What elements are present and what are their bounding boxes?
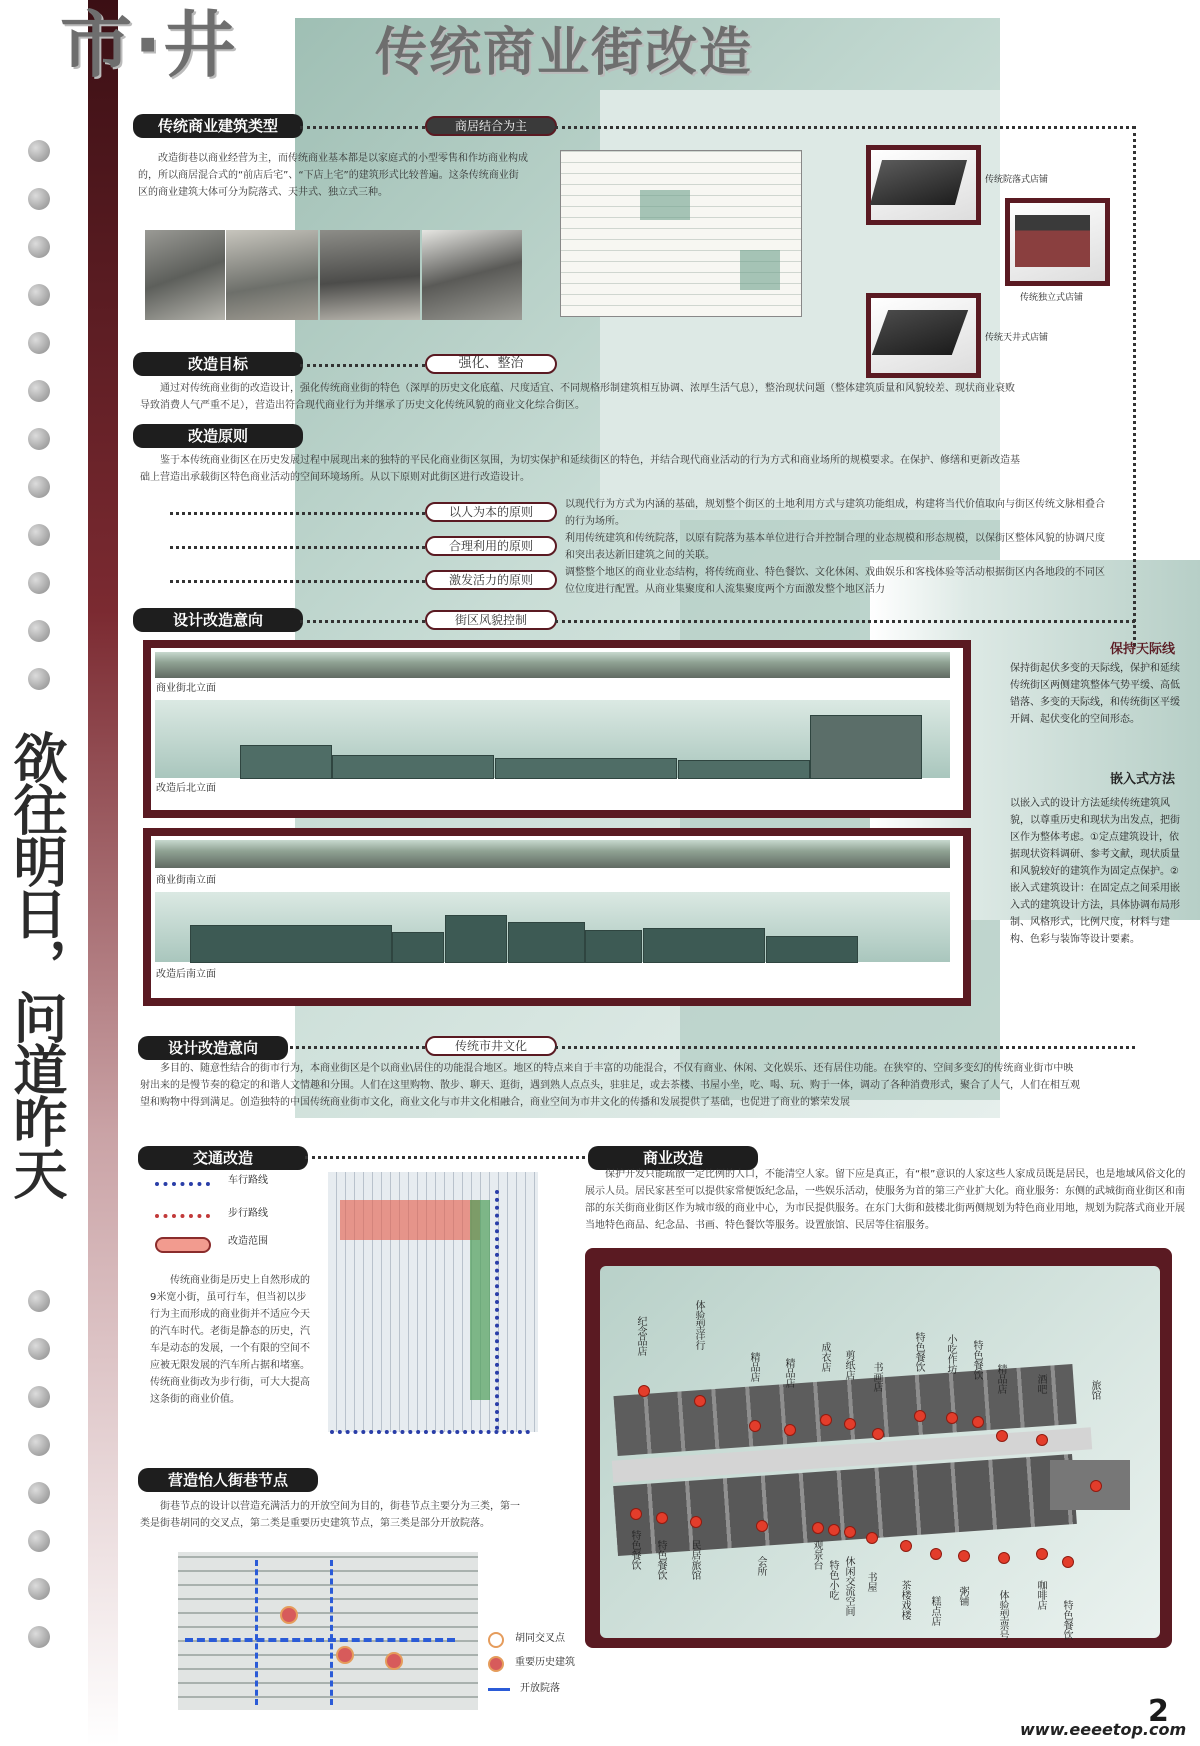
- shop-marker: [866, 1532, 878, 1544]
- elev-building: [332, 755, 494, 779]
- elev-building: [240, 745, 332, 779]
- north-elevation-photo: [155, 652, 950, 678]
- connector-dots: [555, 620, 1135, 623]
- model-independent: [1015, 215, 1090, 267]
- street-photo-2: [226, 230, 318, 320]
- connector-dots: [170, 512, 425, 515]
- connector-dots: [170, 546, 425, 549]
- side-text-skyline: 保持街起伏多变的天际线，保护和延续传统街区两侧建筑整体气势平缓、高低错落、多变的天际线，和传统街区平缓开阔、起伏变化的空间形态。: [1010, 663, 1180, 725]
- section-label-traffic: 交通改造: [138, 1146, 308, 1170]
- watermark: www.eeeetop.com: [1020, 1720, 1187, 1739]
- traffic-map-vehicle-route: [330, 1430, 530, 1434]
- shop-marker: [844, 1418, 856, 1430]
- side-title-embed: 嵌入式方法: [1110, 772, 1176, 787]
- nodes-map-route: [185, 1638, 455, 1642]
- elev-building: [810, 715, 922, 779]
- legend-label-crossing: 胡同交叉点: [515, 1633, 565, 1644]
- section-label-building-types: 传统商业建筑类型: [133, 114, 303, 138]
- decor-circle: [28, 380, 50, 402]
- shop-label: 小吃作坊: [945, 1334, 956, 1374]
- street-photo-3: [320, 230, 420, 320]
- site-plan-map: [560, 150, 802, 317]
- elev-label-south: 商业街南立面: [156, 875, 216, 886]
- shop-marker: [996, 1430, 1008, 1442]
- elev-label-north: 商业街北立面: [156, 683, 216, 694]
- connector-dots: [300, 620, 425, 623]
- shop-label: 酒吧: [1035, 1374, 1046, 1394]
- section-label-design-intent: 设计改造意向: [133, 608, 303, 632]
- connector-dots: [300, 126, 425, 129]
- elev-building: [508, 922, 585, 963]
- legend-label-area: 改造范围: [228, 1236, 268, 1247]
- shop-marker: [1036, 1548, 1048, 1560]
- model-patio: [872, 310, 968, 355]
- connector-dots: [300, 364, 425, 367]
- shop-label: 书画店: [871, 1362, 882, 1392]
- shop-marker: [844, 1526, 856, 1538]
- legend-label-walking: 步行路线: [228, 1208, 268, 1219]
- elev-label-south-after: 改造后南立面: [156, 969, 216, 980]
- pill-principle-people: 以人为本的原则: [425, 502, 557, 522]
- section-label-principles: 改造原则: [133, 424, 303, 448]
- decor-circle: [28, 620, 50, 642]
- connector-dots-vertical: [1133, 126, 1136, 646]
- shop-marker: [749, 1420, 761, 1432]
- elev-building: [585, 930, 642, 963]
- shop-marker: [784, 1424, 796, 1436]
- section1-text: 改造街巷以商业经营为主，而传统商业基本都是以家庭式的小型零售和作坊商业构成的，所以商居混合式的“前店后宅”、“下店上宅”的建筑形式比较普遍。这条传统商业街区的商业建筑大体可分为院落式、天井式、独立式三种。: [138, 153, 528, 198]
- nodes-map-route-v: [255, 1560, 258, 1705]
- shop-marker: [972, 1416, 984, 1428]
- shop-marker: [820, 1414, 832, 1426]
- elev-building: [643, 928, 765, 963]
- shop-marker: [638, 1385, 650, 1397]
- decor-circle: [28, 1434, 50, 1456]
- shop-label: 休闲交流空间: [843, 1556, 854, 1616]
- shop-marker: [872, 1428, 884, 1440]
- elev-building: [766, 936, 858, 963]
- section3-intro: 鉴于本传统商业街区在历史发展过程中展现出来的独特的平民化商业街区氛围，为切实保护和延续街区的特色，并结合现代商业活动的行为方式和商业场所的规模要求。在保护、修缮和更新改造基础上营造出承载街区特色商业活动的空间环境场所。从以下原则对此街区进行改造设计。: [140, 455, 1020, 483]
- elev-building: [392, 932, 444, 963]
- connector-dots: [305, 1156, 585, 1159]
- model-label-courtyard: 传统院落式店铺: [985, 175, 1049, 185]
- decor-circle: [28, 188, 50, 210]
- shop-marker: [1036, 1434, 1048, 1446]
- shop-marker: [828, 1524, 840, 1536]
- shop-marker: [694, 1395, 706, 1407]
- connector-dots: [170, 580, 425, 583]
- elev-building: [190, 925, 392, 963]
- shop-label: 特色餐饮: [913, 1332, 924, 1372]
- shop-label: 书屋: [865, 1572, 876, 1592]
- shop-label: 旅馆: [1089, 1380, 1100, 1400]
- shop-marker: [958, 1550, 970, 1562]
- connector-dots: [290, 1046, 425, 1049]
- pill-streetscape: 街区风貌控制: [425, 610, 557, 630]
- elev-label-north-after: 改造后北立面: [156, 783, 216, 794]
- legend-node-crossing: [488, 1632, 504, 1648]
- traffic-map-green: [470, 1200, 490, 1400]
- legend-open-courtyard: [488, 1688, 510, 1691]
- traffic-text: 传统商业街是历史上自然形成的9米宽小街，虽可行车，但当初以步行为主而形成的商业街并不适应今天的汽车时代。老街是静态的历史，汽车是动态的发展，一个有限的空间不应被无限发展的汽车所占据和堵塞。传统商业街改为步行街，可大大提高这条街的商业价值。: [150, 1275, 310, 1405]
- shop-label: 纪念品店: [635, 1316, 646, 1356]
- section-label-goal: 改造目标: [133, 352, 303, 376]
- decor-circle: [28, 1626, 50, 1648]
- nodes-map-node: [336, 1646, 354, 1664]
- shop-marker: [1090, 1480, 1102, 1492]
- nodes-text: 街巷节点的设计以营造充满活力的开放空间为目的，街巷节点主要分为三类，第一类是街巷胡同的交叉点，第二类是重要历史建筑节点，第三类是部分开放院落。: [140, 1501, 520, 1529]
- shop-label: 体验型洋行: [693, 1300, 704, 1350]
- main-title: 市·井: [60, 3, 238, 87]
- shop-label: 糕点店: [929, 1596, 940, 1626]
- pill-market-culture: 传统市井文化: [425, 1036, 557, 1056]
- shop-label: 体验型票号: [997, 1590, 1008, 1640]
- legend-walking-route: [155, 1214, 210, 1218]
- decor-circle: [28, 1482, 50, 1504]
- section-label-design-intent-2: 设计改造意向: [138, 1036, 288, 1060]
- decor-circle: [28, 236, 50, 258]
- nodes-map-node: [280, 1606, 298, 1624]
- connector-dots: [555, 126, 1135, 129]
- page-number: 2: [1148, 1694, 1169, 1729]
- connector-dots: [555, 1046, 1135, 1049]
- principle-vitality-text: 调整整个地区的商业业态结构，将传统商业、特色餐饮、文化休闲、戏曲娱乐和客栈体验等活动根据街区内各地段的不同区位位度进行配置。从商业集聚度和人流集聚度两个方面激发整个地区活力: [565, 567, 1105, 595]
- shop-label: 成衣店: [819, 1342, 830, 1372]
- section-label-commerce: 商业改造: [588, 1146, 758, 1170]
- decor-circle: [28, 1386, 50, 1408]
- elev-building: [678, 760, 810, 779]
- shop-marker: [812, 1522, 824, 1534]
- shop-label: 精品店: [748, 1352, 759, 1382]
- left-decorative-strip: [88, 0, 118, 1746]
- shop-marker: [1062, 1556, 1074, 1568]
- shop-label: 民居旅馆: [689, 1540, 700, 1580]
- legend-label-courtyard: 开放院落: [520, 1683, 560, 1694]
- shop-marker: [630, 1508, 642, 1520]
- legend-renovation-area: [155, 1237, 211, 1253]
- pill-principle-use: 合理利用的原则: [425, 536, 557, 556]
- shop-marker: [690, 1516, 702, 1528]
- street-photo-1: [145, 230, 225, 320]
- shop-label: 咖啡店: [1035, 1580, 1046, 1610]
- shop-label: 特色餐饮: [1061, 1600, 1072, 1640]
- decor-circle: [28, 1530, 50, 1552]
- section5-text: 多目的、随意性结合的街市行为，本商业街区是个以商业\居住的功能混合地区。地区的特点来自于丰富的功能混合，不仅有商业、休闲、文化娱乐、还有居住功能。在狭窄的、空间多变幻的传统商业街市中映射出来的是慢节奏的稳定的和谐人文情趣和分围。人们在这里购物、散步、聊天、逛街，遇到熟人点点头，驻驻足，或去茶楼、书屋小坐，吃、喝、玩、购于一体，调动了各种消费形式，聚合了人气，人们在相互观望和购物中得到满足。创造独特的中国传统商业街市文化，商业文化与市井文化相融合，商业空间为市井文化的传播和发展提供了基础，也促进了商业的繁荣发展: [140, 1063, 1080, 1108]
- south-elevation-photo: [155, 840, 950, 868]
- shop-marker: [998, 1552, 1010, 1564]
- elev-building: [495, 758, 677, 779]
- decor-circle: [28, 1578, 50, 1600]
- shop-marker: [756, 1520, 768, 1532]
- traffic-map-vehicle-route-v: [495, 1190, 499, 1430]
- shop-marker: [946, 1412, 958, 1424]
- street-photo-4: [422, 230, 522, 320]
- shop-label: 特色餐饮: [971, 1340, 982, 1380]
- shop-label: 特色餐饮: [629, 1530, 640, 1570]
- decor-circle: [28, 140, 50, 162]
- legend-node-historic: [488, 1656, 504, 1672]
- shop-label: 观景台: [811, 1540, 822, 1570]
- shop-label: 精品店: [995, 1364, 1006, 1394]
- model-label-independent: 传统独立式店铺: [1020, 293, 1084, 303]
- shop-label: 精品店: [783, 1358, 794, 1388]
- section2-text: 通过对传统商业街的改造设计，强化传统商业街的特色（深厚的历史文化底蕴、尺度适宜、不同规格形制建筑相互协调、浓厚生活气息），整治现状问题（整体建筑质量和风貌较差、现状商业衰败导致消费人气严重不足），营造出符合现代商业行为并继承了历史文化传统风貌的商业文化综合街区。: [140, 383, 1015, 411]
- vertical-slogan: 欲往明日，问道昨天: [5, 730, 68, 1198]
- shop-marker: [914, 1410, 926, 1422]
- pill-shop-residence: 商居结合为主: [425, 116, 557, 136]
- decor-circle: [28, 668, 50, 690]
- side-title-skyline: 保持天际线: [1110, 642, 1176, 657]
- shop-marker: [656, 1512, 668, 1524]
- decor-circle: [28, 284, 50, 306]
- shop-label: 剪纸店: [843, 1350, 854, 1380]
- nodes-map-node: [385, 1652, 403, 1670]
- shop-label: 会所: [755, 1556, 766, 1576]
- nodes-map: [178, 1552, 478, 1710]
- decor-circle: [28, 1290, 50, 1312]
- principle-use-text: 利用传统建筑和传统院落，以原有院落为基本单位进行合并控制合理的业态规模和形态规模，以保街区整体风貌的协调尺度和突出表达新旧建筑之间的关联。: [565, 533, 1105, 561]
- site-plan-highlight: [640, 190, 690, 220]
- commerce-text: 保护开发只能疏散一定比例的人口，不能清空人家。留下应是真正，有“根”意识的人家这些人家成员既是居民，也是地域风俗文化的展示人员。居民家甚至可以提供家常便饭纪念品，一些娱乐活动，使服务为首的第三产业扩大化。商业服务：东侧的武城街商业街区和南部的东关街商业街区作为城市级的商业中心，为市民提供服务。在东门大街和鼓楼北街两侧规划为特色商业用地，规划为院落式商业开展当地特色商品、纪念品、书画、特色餐饮等服务。设置旅馆、民居等住宿服务。: [585, 1169, 1186, 1231]
- pill-principle-vitality: 激发活力的原则: [425, 570, 557, 590]
- sub-title: 传统商业街改造: [375, 23, 754, 83]
- shop-marker: [900, 1540, 912, 1552]
- decor-circle: [28, 332, 50, 354]
- side-text-embed: 以嵌入式的设计方法延续传统建筑风貌，以尊重历史和现状为出发点，把街区作为整体考虑。①定点建筑设计，依据现状资料调研、参考文献，现状质量和风貌较好的建筑作为固定点保护。②嵌入式建筑设计：在固定点之间采用嵌入式的建筑设计方法，具体协调布局形制、风格形式，比例尺度，材料与建构、色彩与装饰等设计要素。: [1010, 798, 1180, 945]
- principle-people-text: 以现代行为方式为内涵的基础，规划整个街区的土地利用方式与建筑功能组成，构建将当代价值取向与街区传统文脉相叠合的行为场所。: [565, 499, 1105, 527]
- shop-label: 粥铺: [957, 1586, 968, 1606]
- nodes-map-route-v2: [330, 1560, 333, 1705]
- traffic-map-area: [340, 1200, 480, 1240]
- decor-circle: [28, 572, 50, 594]
- decor-circle: [28, 476, 50, 498]
- decor-circle: [28, 428, 50, 450]
- shop-label: 特色小吃: [827, 1560, 838, 1600]
- site-plan-highlight: [740, 250, 780, 290]
- shop-label: 茶楼戏楼: [899, 1580, 910, 1620]
- pill-strengthen: 强化、整治: [425, 354, 557, 374]
- decor-circle: [28, 524, 50, 546]
- decor-circle: [28, 1338, 50, 1360]
- legend-label-historic: 重要历史建筑: [515, 1657, 575, 1668]
- model-label-patio: 传统天井式店铺: [985, 333, 1049, 343]
- shop-marker: [930, 1548, 942, 1560]
- elev-building: [445, 915, 507, 963]
- model-courtyard: [870, 160, 967, 205]
- section-label-nodes: 营造怡人街巷节点: [138, 1468, 318, 1492]
- shop-label: 特色餐饮: [655, 1540, 666, 1580]
- legend-vehicle-route: [155, 1182, 210, 1186]
- legend-label-vehicle: 车行路线: [228, 1175, 268, 1186]
